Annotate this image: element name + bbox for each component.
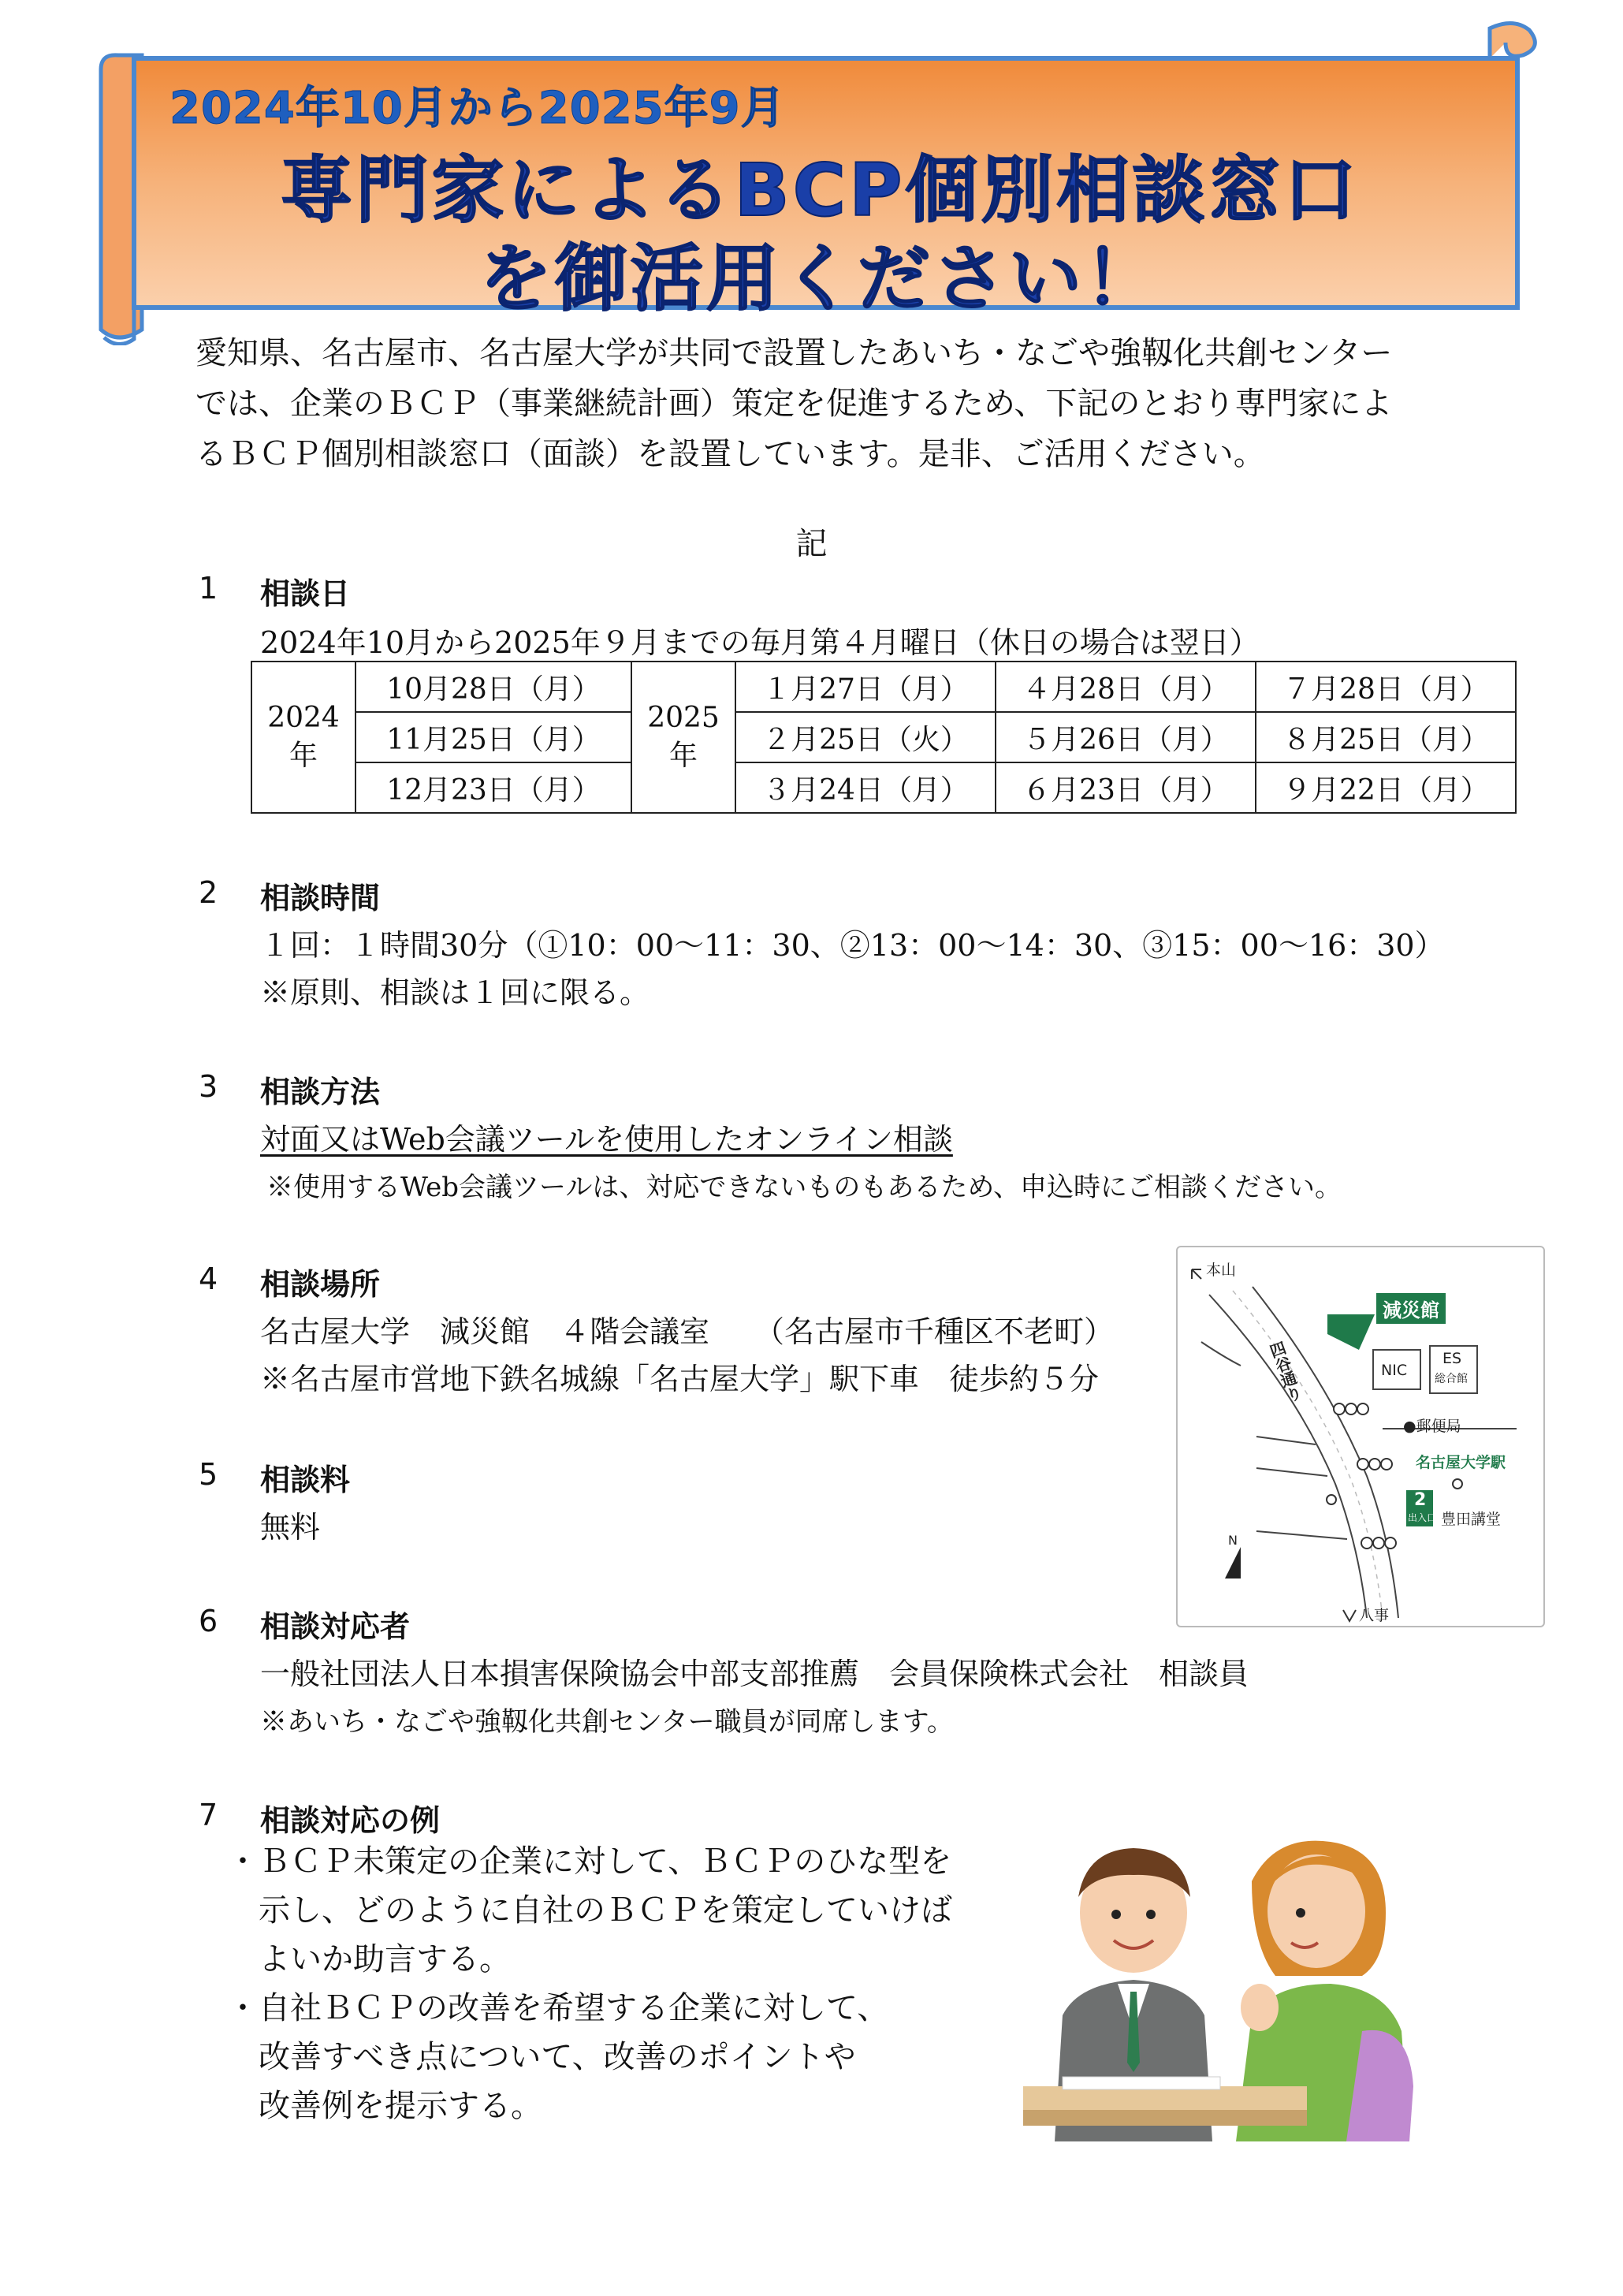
section-heading: 相談対応者: [260, 1609, 411, 1644]
date-cell: ２月25日（火）: [735, 712, 996, 762]
intro-line: 愛知県、名古屋市、名古屋大学が共同で設置したあいち・なごや強靱化共創センター: [195, 335, 1393, 371]
section-note: ※原則、相談は１回に限る。: [260, 975, 650, 1010]
date-cell: 12月23日（月）: [355, 762, 631, 813]
example-list: [227, 1837, 952, 2130]
date-cell: ８月25日（月）: [1256, 712, 1516, 762]
list-item-cont: 改善すべき点について、改善のポイントや: [259, 2039, 856, 2075]
map-label-motoyama: 本山: [1206, 1262, 1237, 1279]
section-number: 4: [199, 1262, 218, 1296]
list-item: ・ＢＣＰ未策定の企業に対して、ＢＣＰのひな型を: [227, 1843, 952, 1880]
intro-line: では、企業のＢＣＰ（事業継続計画）策定を促進するため、下記のとおり専門家によ: [195, 386, 1393, 422]
date-cell: ７月28日（月）: [1256, 662, 1516, 712]
banner-title-line1: 専門家によるBCP個別相談窓口: [280, 148, 1360, 233]
list-item-cont: よいか助言する。: [259, 1941, 511, 1977]
banner-title-line2: を御活用ください！: [478, 237, 1160, 321]
date-cell: ４月28日（月）: [996, 662, 1256, 712]
section-number: 1: [199, 571, 218, 606]
section-text: 無料: [260, 1510, 321, 1545]
section-heading: 相談時間: [260, 881, 381, 915]
intro-line: るＢＣＰ個別相談窓口（面談）を設置しています。是非、ご活用ください。: [195, 436, 1265, 472]
section-number: 3: [199, 1069, 218, 1104]
section-heading: 相談場所: [260, 1267, 381, 1302]
map-label-es: ES: [1442, 1350, 1462, 1367]
section-text: 対面又はWeb会議ツールを使用したオンライン相談: [260, 1122, 953, 1157]
section-heading: 相談対応の例: [260, 1803, 441, 1838]
consultation-illustration: [1015, 1826, 1425, 2141]
date-cell: １月27日（月）: [735, 662, 996, 712]
map-label-toyoda: 豊田講堂: [1441, 1511, 1502, 1528]
section-text: 名古屋大学 減災館 ４階会議室 （名古屋市千種区不老町）: [260, 1314, 1115, 1349]
date-cell: ５月26日（月）: [996, 712, 1256, 762]
ki-heading: 記: [795, 526, 828, 562]
list-item-cont: 改善例を提示する。: [259, 2088, 542, 2124]
map-label-es-sub: 総合館: [1435, 1373, 1468, 1385]
section-note: ※名古屋市営地下鉄名城線「名古屋大学」駅下車 徒歩約５分: [260, 1362, 1100, 1396]
map-label-exit: 出入口: [1408, 1512, 1437, 1523]
date-cell: 11月25日（月）: [355, 712, 631, 762]
schedule-table: [251, 661, 1517, 814]
map-label-post: ●郵便局: [1403, 1418, 1461, 1435]
section-text: １回：１時間30分（①10：00～11：30、②13：00～14：30、③15：00～16：30）: [260, 928, 1445, 963]
intro-paragraph: [195, 328, 1449, 479]
year-cell: 2024 年: [251, 662, 355, 813]
section-text: 一般社団法人日本損害保険協会中部支部推薦 会員保険株式会社 相談員: [260, 1657, 1249, 1691]
list-item-cont: 示し、どのように自社のＢＣＰを策定していけば: [259, 1892, 952, 1929]
section-heading: 相談料: [260, 1463, 351, 1497]
section-note: ※あいち・なごや強靱化共創センター職員が同席します。: [260, 1706, 954, 1738]
section-heading: 相談日: [260, 576, 351, 611]
date-cell: ６月23日（月）: [996, 762, 1256, 813]
two-people-image: [1015, 1826, 1425, 2141]
date-cell: ３月24日（月）: [735, 762, 996, 813]
section-note: ※使用するWeb会議ツールは、対応できないものもあるため、申込時にご相談ください。: [266, 1172, 1342, 1203]
date-cell: ９月22日（月）: [1256, 762, 1516, 813]
map-label-exit-num: 2: [1414, 1490, 1427, 1510]
list-item: ・自社ＢＣＰの改善を希望する企業に対して、: [227, 1990, 889, 2026]
access-map: [1176, 1246, 1545, 1627]
section-text: 2024年10月から2025年９月までの毎月第４月曜日（休日の場合は翌日）: [260, 625, 1260, 660]
section-heading: 相談方法: [260, 1075, 381, 1109]
north-indicator: N: [1228, 1533, 1238, 1548]
title-banner: [87, 14, 1553, 345]
section-number: 5: [199, 1457, 218, 1492]
map-label-yagoto: 八事: [1359, 1607, 1390, 1624]
section-number: 2: [199, 875, 218, 910]
map-label-street: 四谷通り: [1265, 1339, 1305, 1405]
map-roads: [1178, 1247, 1543, 1626]
map-label-nic: NIC: [1381, 1362, 1408, 1379]
banner-period: 2024年10月から2025年9月: [169, 83, 786, 134]
date-cell: 10月28日（月）: [355, 662, 631, 712]
year-cell: 2025 年: [631, 662, 735, 813]
map-label-station: 名古屋大学駅: [1416, 1454, 1506, 1471]
section-number: 7: [199, 1798, 218, 1832]
map-label-gensaikan: 減災館: [1376, 1293, 1446, 1324]
section-number: 6: [199, 1604, 218, 1638]
